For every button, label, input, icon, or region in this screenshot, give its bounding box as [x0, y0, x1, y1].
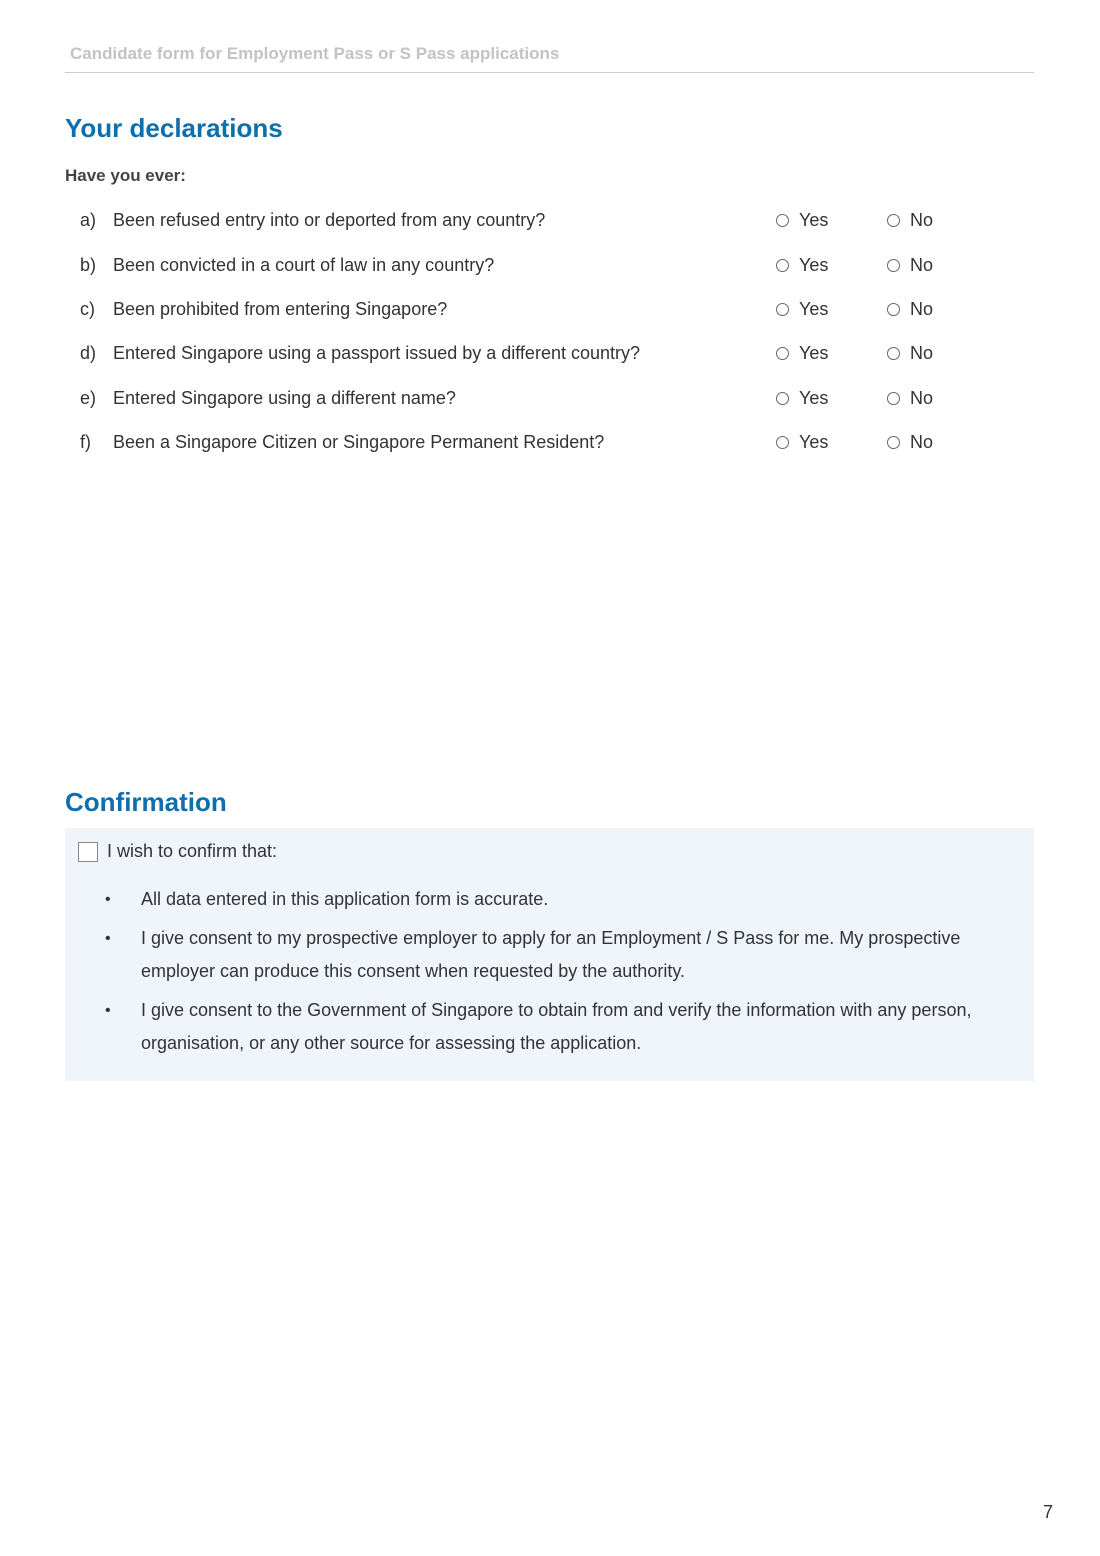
declarations-subheading: Have you ever: [65, 166, 186, 185]
yes-radio-option[interactable] [776, 432, 828, 453]
yes-radio-option[interactable] [776, 343, 828, 364]
document-title: Candidate form for Employment Pass or S Pass applications [70, 44, 560, 63]
question-text: Been prohibited from entering Singapore? [113, 299, 448, 319]
yes-radio-option[interactable] [776, 210, 828, 231]
no-radio-option[interactable] [887, 388, 933, 409]
question-row-a [65, 210, 1034, 236]
question-letter: f) [80, 432, 91, 452]
no-radio-button[interactable] [887, 214, 900, 227]
question-letter: c) [80, 299, 95, 319]
no-radio-button[interactable] [887, 436, 900, 449]
question-text: Been convicted in a court of law in any country? [113, 255, 495, 275]
yes-radio-label: Yes [799, 388, 829, 408]
page-header [65, 42, 1034, 73]
confirmation-panel [65, 828, 1034, 1081]
confirmation-bullet-list [65, 883, 1034, 1066]
bullet-icon: • [105, 891, 111, 908]
yes-radio-label: Yes [799, 343, 829, 363]
no-radio-label: No [910, 388, 934, 408]
no-radio-label: No [910, 255, 934, 275]
question-row-e [65, 388, 1034, 414]
question-letter: d) [80, 343, 97, 363]
bullet-text: I give consent to my prospective employer to apply for an Employment / S Pass for me. My prospective employer can produce this consent when requested by the authority. [141, 928, 961, 981]
yes-radio-label: Yes [799, 255, 829, 275]
no-radio-button[interactable] [887, 303, 900, 316]
question-text: Entered Singapore using a different name? [113, 388, 456, 408]
yes-radio-option[interactable] [776, 299, 828, 320]
no-radio-option[interactable] [887, 255, 933, 276]
question-letter: b) [80, 255, 97, 275]
question-letter: e) [80, 388, 97, 408]
yes-radio-label: Yes [799, 432, 829, 452]
no-radio-option[interactable] [887, 210, 933, 231]
yes-radio-option[interactable] [776, 255, 828, 276]
confirm-checkbox-row[interactable] [78, 841, 277, 862]
bullet-text: I give consent to the Government of Singapore to obtain from and verify the information with any person, organisation, or any other source for assessing the application. [141, 1000, 972, 1053]
list-item [65, 922, 1034, 988]
question-row-d [65, 343, 1034, 369]
yes-radio-button[interactable] [776, 303, 789, 316]
no-radio-label: No [910, 299, 934, 319]
yes-radio-button[interactable] [776, 436, 789, 449]
yes-radio-button[interactable] [776, 392, 789, 405]
no-radio-label: No [910, 432, 934, 452]
no-radio-label: No [910, 343, 934, 363]
no-radio-option[interactable] [887, 343, 933, 364]
no-radio-button[interactable] [887, 347, 900, 360]
declarations-title: Your declarations [65, 113, 283, 143]
question-text: Been a Singapore Citizen or Singapore Permanent Resident? [113, 432, 605, 452]
yes-radio-label: Yes [799, 299, 829, 319]
no-radio-button[interactable] [887, 392, 900, 405]
yes-radio-option[interactable] [776, 388, 828, 409]
bullet-text: All data entered in this application form is accurate. [141, 889, 549, 909]
yes-radio-button[interactable] [776, 259, 789, 272]
question-row-f [65, 432, 1034, 458]
list-item [65, 883, 1034, 916]
yes-radio-button[interactable] [776, 347, 789, 360]
yes-radio-button[interactable] [776, 214, 789, 227]
list-item [65, 994, 1034, 1060]
bullet-icon: • [105, 1002, 111, 1019]
question-row-b [65, 255, 1034, 281]
no-radio-button[interactable] [887, 259, 900, 272]
question-text: Entered Singapore using a passport issued by a different country? [113, 343, 641, 363]
question-letter: a) [80, 210, 97, 230]
confirmation-title: Confirmation [65, 787, 227, 817]
confirm-checkbox[interactable] [78, 842, 98, 862]
page-number: 7 [1043, 1502, 1054, 1522]
bullet-icon: • [105, 930, 111, 947]
question-row-c [65, 299, 1034, 325]
no-radio-label: No [910, 210, 934, 230]
yes-radio-label: Yes [799, 210, 829, 230]
question-text: Been refused entry into or deported from any country? [113, 210, 546, 230]
no-radio-option[interactable] [887, 299, 933, 320]
confirm-checkbox-label: I wish to confirm that: [107, 841, 278, 861]
no-radio-option[interactable] [887, 432, 933, 453]
